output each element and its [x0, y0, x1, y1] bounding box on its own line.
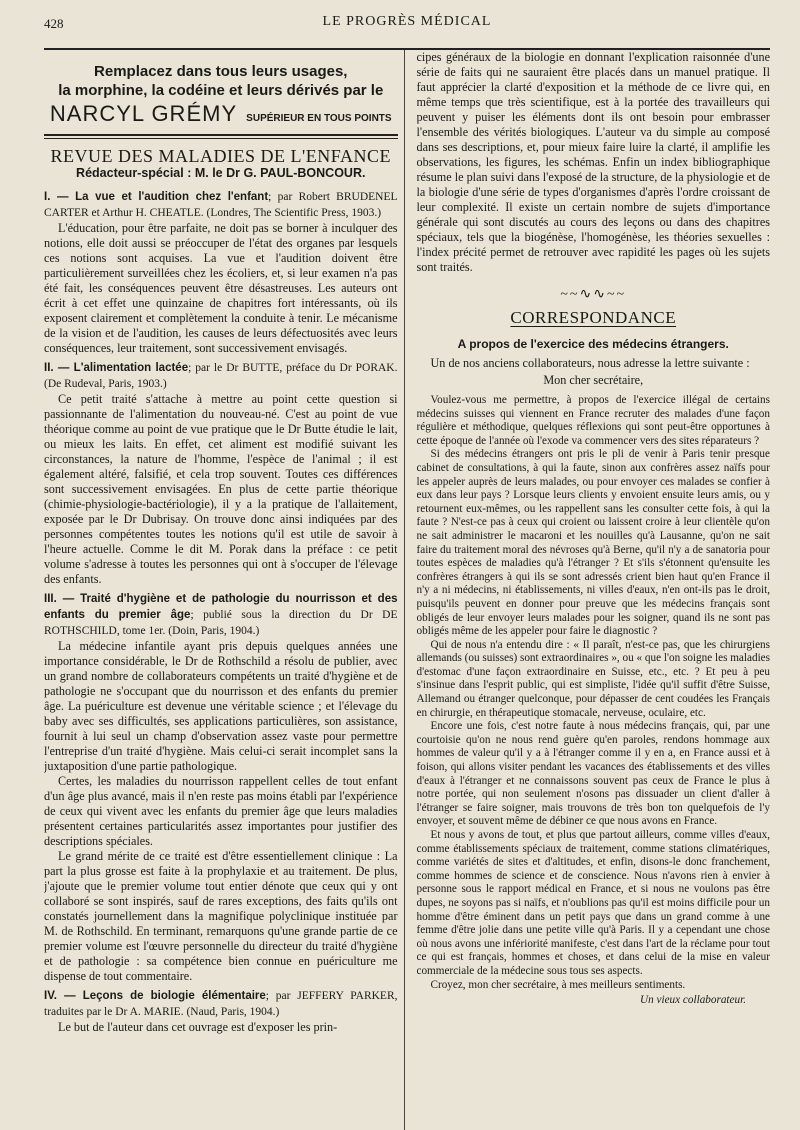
entry-reference: ; par Robert BRUDENEL CARTER et Arthur H. CHEATLE. (Londres, The Scientific Press, 1903.) — [44, 191, 398, 219]
ad-brand-line — [44, 101, 398, 126]
correspondance-intro: Un de nos anciens collaborateurs, nous adresse la lettre suivante : — [430, 356, 750, 370]
correspondance-title: CORRESPONDANCE — [510, 308, 677, 327]
entry-reference: ; par le Dr BUTTE, préface du Dr PORAK. (De Rudeval, Paris, 1903.) — [44, 362, 398, 390]
entry-title: II. — L'alimentation lactée — [44, 362, 189, 374]
correspondance-subtitle: A propos de l'exercice des médecins étrangers. — [457, 337, 729, 351]
letter-paragraph: Voulez-vous me permettre, à propos de l'exercice illégal de certains médecins suisses qui viennent en France recruter des malades d'une façon régulière et méthodique, quelques réflexions qui sont peut-être opportunes à cette époque de l'année où l'exode va commencer vers des sites réparateurs ? — [416, 394, 770, 447]
letter-signature: Un vieux collaborateur. — [640, 994, 746, 1007]
right-column — [417, 50, 771, 1130]
ad-line-2: la morphine, la codéine et leurs dérivés par le — [58, 82, 384, 99]
entry-paragraph: Certes, les maladies du nourrisson rappellent celles de tout enfant d'un âge plus avancé, mais il n'en reste pas moins établi par l'expérience de ceux qui vivent avec les enfants du premier âge que leurs maladies présentent certaines particularités assez importantes pour justifier des descriptions spéciales. — [44, 774, 398, 848]
ad-line-1: Remplacez dans tous leurs usages, — [94, 63, 348, 80]
entry-reference: ; par JEFFERY PARKER, traduites par le Dr A. MARIE. (Naud, Paris, 1904.) — [44, 990, 398, 1018]
revue-redacteur: Rédacteur-spécial : M. le Dr G. PAUL-BONCOUR. — [76, 166, 366, 180]
review-entry-3 — [44, 591, 398, 984]
entry-title: III. — Traité d'hygiène et de pathologie du nourrisson et des enfants du premier âge — [44, 593, 398, 621]
page-number: 428 — [44, 16, 64, 31]
entry-paragraph: Le grand mérite de ce traité est d'être essentiellement clinique : La part la plus grosse est faite à la prophylaxie et au traitement. De plus, j'ajoute que le premier volume tout entier dénote que ceux qui y ont collaboré se sont inspirés, sauf de rares exceptions, des faits qu'ils ont constatés journellement dans la magnifique polyclinique instituée par M. de Rothschild. En terminant, remarquons qu'une grande partie de ce premier volume est l'œuvre personnelle du directeur du traité d'hygiène et de pathologie : sa compétence bien connue en puériculture me dispense de tout commentaire. — [44, 849, 398, 983]
letter-body — [417, 394, 771, 1008]
letter-paragraph: Encore une fois, c'est notre faute à nous médecins français, qui, par une courtoisie qu'on ne nous rend guère qu'en paroles, rendons hommage aux hommes de valeur qu'il y a à l'étranger comme il y en a, en France aussi et à foison, qui allons visiter pendant les vacances des établissements et des villes d'eaux à l'étranger et ne connaissons souvent pas ceux de France le plus à notre portée, qui non seulement n'osons pas dissuader un client d'aller à l'étranger se faire soigner, mais trouvons de très bon ton quelquefois de l'y envoyer, et souvent même de débiner ce que nous avons en France. — [416, 720, 770, 828]
letter-paragraph: Si des médecins étrangers ont pris le pli de venir à Paris tenir presque cabinet de consultations, à qui la faute, sinon aux confrères assez naïfs pour les appeler auprès de leurs malades, ou pour envoyer ces malades se confier à eux dans leur pays ? Lorsque leurs clients y envoient ensuite leurs amis, ou y retournent eux-mêmes, ou les rappellent sans les consulter cette fois, à qui la faute ? N'est-ce pas à ceux qui croient ou laissent croire à leur clientèle qu'on ne sait administrer le macaroni et les nouilles qu'à Lausanne, qu'on ne sait faire du traitement moral des névroses qu'à Berne, qu'il n'y a de sanatoria pour toutes espèces de maladies qu'à l'étranger ? Et s'ils s'étonnent qu'ensuite les confrères étrangers à qui ils se sont adressés crient bien haut qu'en France il n'y a ni médecins, ni établissements, ni villes d'eaux, n'en ont-ils pas le droit, puisqu'ils peuvent en donner pour preuve que les médecins français sont obligés de leur envoyer leurs malades pour les soigner, quand ils ne sont pas obligés même de les appeler pour faire le diagnostic ? — [416, 448, 770, 638]
letter-paragraph: Qui de nous n'a entendu dire : « Il paraît, n'est-ce pas, que les chirurgiens allemands (ou suisses) sont extraordinaires », ou « que l'on soigne les maladies d'estomac d'une façon extraordinaire en Suisse, etc., etc. ? Et peu à peu s'insinue dans l'esprit public, qui est simpliste, l'idée qu'il suffit d'être Suisse, Allemand ou étranger quelconque, pour dépasser de cent coudées les Français en chirurgie, en thérapeutique stomacale, nerveuse, oculaire, etc. — [416, 638, 770, 719]
entry-reference: ; publié sous la direction du Dr DE ROTHSCHILD, tome 1er. (Doin, Paris, 1904.) — [44, 609, 398, 637]
journal-title: LE PROGRÈS MÉDICAL — [322, 14, 492, 29]
entry-title: IV. — Leçons de biologie élémentaire — [44, 990, 266, 1002]
continuation-paragraph: cipes généraux de la biologie en donnant l'explication raisonnée d'une série de faits qui ne sauraient être placés dans un manuel pratique. Il faut apprécier la clarté d'exposition et la méthode de ce livre qui, en même temps que très scientifique, est à la portée des travailleurs qui peuvent y puiser les éléments dont ils ont besoin pour embrasser l'ensemble des vérités biologiques. L'auteur va du simple au composé dans ses descriptions, et, pour mieux faire luire la clarté, il amplifie les observations, les figures, les schémas. Enfin un index bibliographique résume le plan suivi dans l'exposé de la structure, de la physiologie et de la biologie d'une série de types d'organismes d'après l'ordre croissant de leur complexité. Il existe un certain nombre de sujets d'importance générale qui sont discutés au cours des leçons ou dans des chapitres spéciaux, tels que la biogénèse, l'homogénèse, les théories sexuelles : l'index précité permet de retrouver avec rapidité les pages où les sujets sont traités. — [416, 50, 770, 274]
letter-paragraph: Croyez, mon cher secrétaire, à mes meilleurs sentiments. — [430, 978, 686, 991]
entry-paragraph: L'éducation, pour être parfaite, ne doit pas se borner à inculquer des notions, elle doit aussi se préoccuper de l'état des organes par lesquels ces notions sont acquises. La vue et l'audition doivent être particulièrement surveillées chez les écoliers, et, si leur examen n'a pas été fait, les conséquences peuvent être désastreuses. Les auteurs ont écrit à cet effet une quinzaine de chapitres fort intéressants, où ils exposent clairement et complètement la conduite à tenir. Le mécanisme de la vision et de l'audition, les causes de leurs défectuosités avec leurs conséquences, leur traitement, sont successivement envisagés. — [44, 221, 398, 355]
review-entry-4 — [44, 988, 398, 1035]
letter-paragraph: Et nous y avons de tout, et plus que partout ailleurs, comme villes d'eaux, comme établissements spéciaux de traitement, comme stations climatériques, comme variétés de sites et d'altitudes, et enfin, disons-le donc franchement, comme hommes de science et de conscience. Nous n'avons rien à envier à personne sous le rapport médical en France, et si nous ne voulons pas être dupes, ne soyons pas si naïfs, et n'oublions pas qu'il est moins difficile pour un homme d'être éminent dans un petit pays que dans un grand comme à une femme d'être jolie dans une petite ville qu'à Paris. Il y a cependant une chose où nous avons une infériorité manifeste, c'est dans l'art de la réclame pour tout ce qui est français, hommes et choses, et dans celui de la mise en valeur commerciale de la médecine sous tous ses aspects. — [416, 829, 770, 977]
review-entry-2 — [44, 360, 398, 587]
running-header — [44, 12, 770, 34]
left-column — [44, 50, 405, 1130]
entry-paragraph: La médecine infantile ayant pris depuis quelques années une importance considérable, le Dr de Rothschild a résolu de publier, avec un grand nombre de collaborateurs compétents un traité d'hygiène et de pathologie ne s'occupant que du nourrisson et des enfants du premier âge. La puériculture est devenue une véritable science ; et l'élevage du baby avec ses difficultés, ses applications particulières, son assistance, fournit à lui seul un champ d'observation assez vaste pour permettre l'entreprise d'un traité d'hygiène. Mais celui-ci serait incomplet sans la juxtaposition d'une partie pathologique. — [44, 639, 398, 773]
two-column-body — [44, 50, 770, 1130]
entry-paragraph: Le but de l'auteur dans cet ouvrage est d'exposer les prin- — [58, 1020, 338, 1034]
letter-salutation: Mon cher secrétaire, — [543, 373, 644, 387]
revue-title: REVUE DES MALADIES DE L'ENFANCE — [50, 146, 391, 166]
ad-tagline: SUPÉRIEUR EN TOUS POINTS — [246, 113, 392, 124]
ad-brand: NARCYL GRÉMY — [49, 101, 238, 126]
entry-title: I. — La vue et l'audition chez l'enfant — [44, 191, 269, 203]
advertisement-box — [44, 50, 398, 136]
ad-rule — [44, 138, 398, 139]
entry-paragraph: Ce petit traité s'attache à mettre au point cette question si passionnante de l'alimentation du nouveau-né. C'est au point de vue théorique comme au point de vue pratique que le Dr Butte étudie le lait, ou mieux les laits. En effet, cet aliment est modifié suivant les circonstances, la nature de l'homme, l'espèce de l'animal ; il est également altéré, falsifié, et cela trop souvent. Toutes ces différences sont successivement envisagées. En plus de cette partie théorique (chimie-physiologie-bactériologie), il y a la pratique de l'allaitement, exposée par le Dr Dubrisay. On trouve donc ainsi indiquées par des personnes compétentes toutes les notions qu'il est utile de savoir à l'heure actuelle. Comme le dit M. Porak dans la préface : ce petit volume s'adresse à toutes les personnes qui ont à s'occuper de l'élevage des enfants. — [44, 392, 398, 586]
review-entry-1 — [44, 189, 398, 356]
section-divider: ~~∿∿~~ — [560, 287, 627, 302]
